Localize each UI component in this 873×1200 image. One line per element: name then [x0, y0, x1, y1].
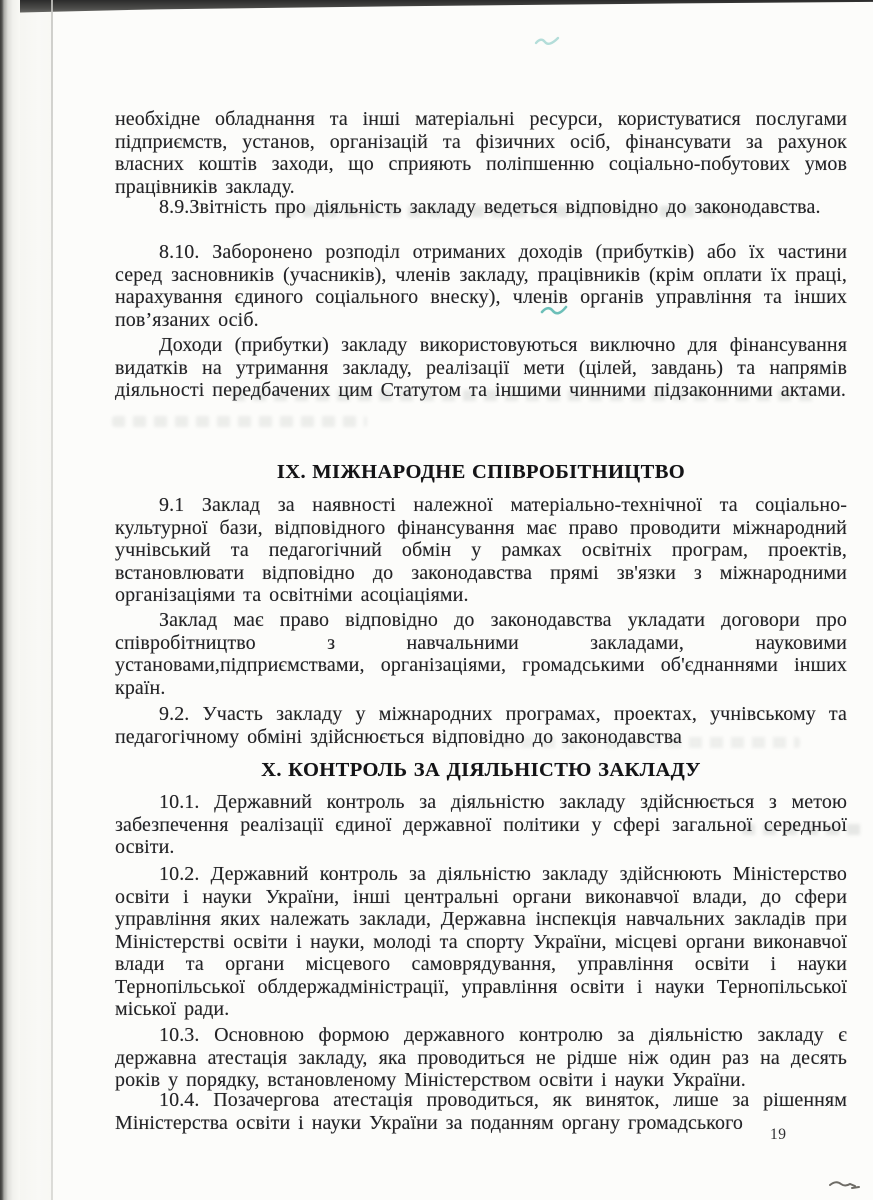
teal-check-annotation — [534, 33, 562, 49]
paragraph-8-9: 8.9.Звітність про діяльність закладу ведеться відповідно до законодавства. — [159, 196, 821, 218]
paragraph-9-1: 9.1 Заклад за наявності належної матеріально-технічної та соціально-культурної бази, відповідного фінансування має право проводити міжнародний учнівський та педагогічний обмін у рамках освітніх програм, проектів, встановлювати відповідно до законодавства прямі зв'язки з міжнародними організаціями та освітніми асоціаціями. — [115, 494, 847, 606]
page-gutter-shading — [18, 0, 52, 1200]
paragraph-9-2: 9.2. Участь закладу у міжнародних програмах, проектах, учнівському та педагогічному обміні здійснюється відповідно до законодавства — [115, 703, 847, 748]
section-9-heading: ІХ. МІЖНАРОДНЕ СПІВРОБІТНИЦТВО — [276, 461, 686, 483]
page-fold-line — [51, 0, 53, 1200]
pen-scribble-annotation — [828, 1177, 862, 1193]
ink-bleedthrough-mark — [112, 416, 367, 427]
paragraph-9-agreements: Заклад має право відповідно до законодавства укладати договори про співробітництво з навчальними закладами, науковими установами,підприємствами, організаціями, громадськими об'єднаннями інших країн. — [115, 609, 847, 699]
paragraph-incomes: Доходи (прибутки) закладу використовуються виключно для фінансування видатків на утримання закладу, реалізації мети (цілей, завдань) та напрямів діяльності передбачених цим Статутом та іншими чинними підзаконними актами. — [115, 334, 847, 401]
paragraph-8-10: 8.10. Заборонено розподіл отриманих доходів (прибутків) або їх частини серед засновників (учасників), членів закладу, працівників (крім оплати їх праці, нарахування єдиного соціального внеску), членів органів управління та інших пов’язаних осіб. — [115, 241, 847, 331]
scan-top-edge-artifact — [0, 0, 873, 13]
scan-left-edge-artifact — [0, 0, 20, 1200]
paragraph-8-8-continuation: необхідне обладнання та інші матеріальні ресурси, користуватися послугами підприємств, установ, організацій та фізичних осіб, фінансувати за рахунок власних коштів заходи, що сприяють поліпшенню соціально-побутових умов працівників закладу. — [115, 108, 847, 198]
paragraph-10-4: 10.4. Позачергова атестація проводиться, як виняток, лише за рішенням Міністерства освіти і науки України за поданням органу громадського — [115, 1089, 847, 1134]
paragraph-10-3: 10.3. Основною формою державного контролю за діяльністю закладу є державна атестація закладу, яка проводиться не рідше ніж один раз на десять років у порядку, встановленому Міністерством освіти і науки України. — [115, 1024, 847, 1091]
page-number: 19 — [770, 1126, 787, 1143]
paragraph-10-2: 10.2. Державний контроль за діяльністю закладу здійснюють Міністерство освіти і науки України, інші центральні органи виконавчої влади, до сфери управління яких належать заклади, Державна інспекція навчальних закладів при Міністерстві освіти і науки, молоді та спорту України, місцеві органи виконавчої влади та органи місцевого самоврядування, управління освіти і науки Тернопільської облдержадміністрації, управління освіти і науки Тернопільської міської ради. — [115, 863, 847, 1020]
paragraph-10-1: 10.1. Державний контроль за діяльністю закладу здійснюється з метою забезпечення реалізації єдиної державної політики у сфері загальної середньої освіти. — [115, 791, 847, 858]
section-10-heading: Х. КОНТРОЛЬ ЗА ДІЯЛЬНІСТЮ ЗАКЛАДУ — [261, 759, 701, 781]
